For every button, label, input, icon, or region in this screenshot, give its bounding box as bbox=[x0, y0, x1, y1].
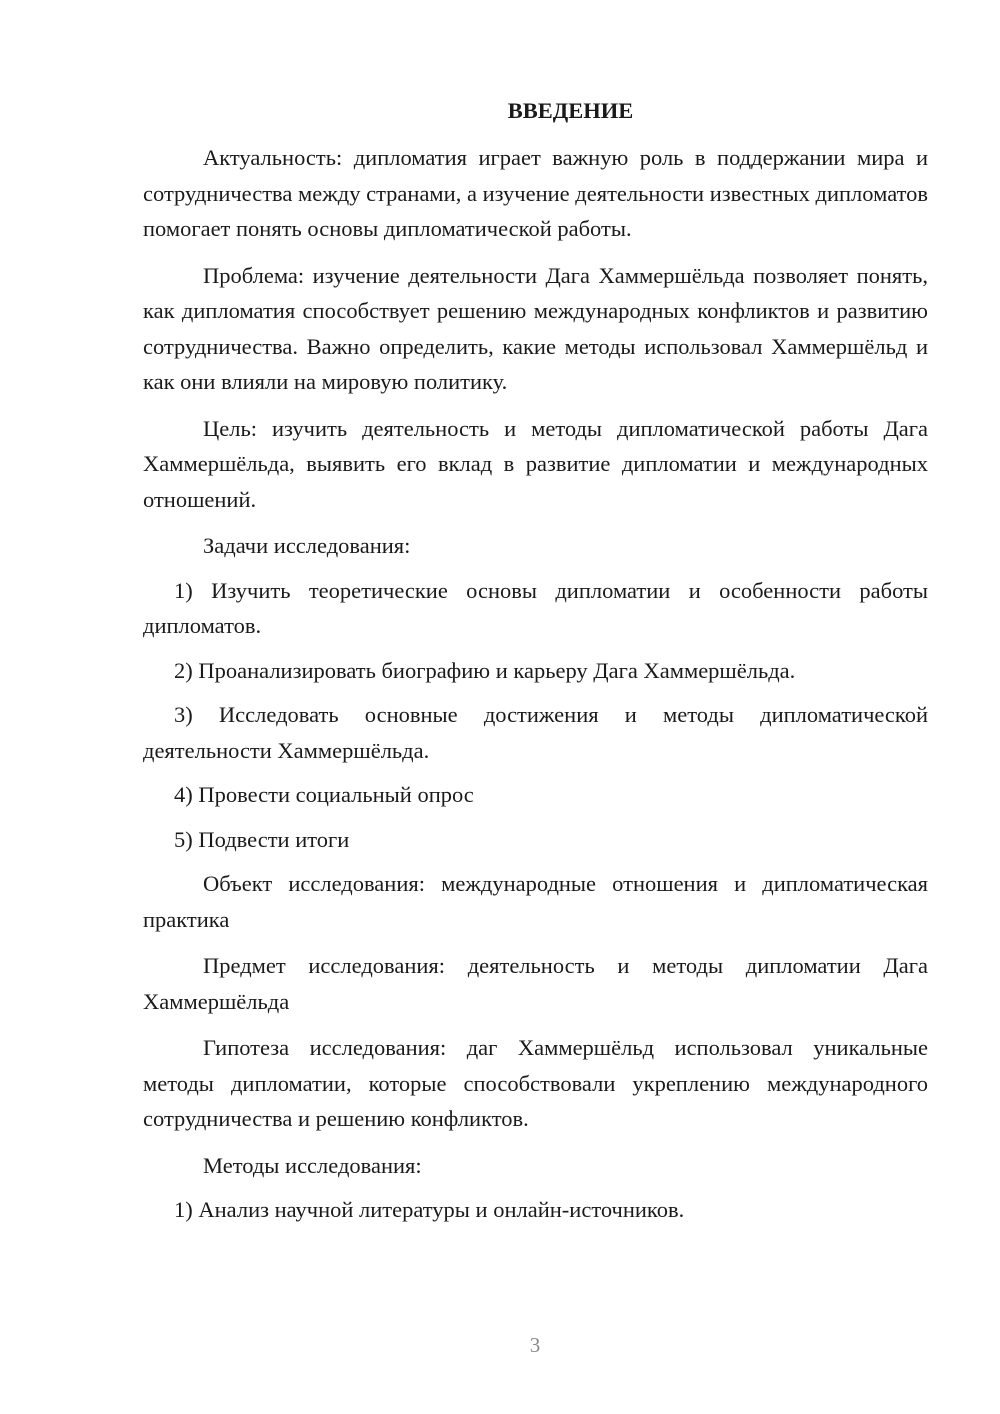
task-item-1: 1) Изучить теоретические основы дипломатии и особенности работы дипломатов. bbox=[143, 577, 928, 638]
task-item-2: 2) Проанализировать биографию и карьеру Дага Хаммершёльда. bbox=[174, 657, 796, 683]
task-item-5: 5) Подвести итоги bbox=[174, 826, 350, 852]
page-number: 3 bbox=[529, 1333, 541, 1357]
tasks-heading: Задачи исследования: bbox=[203, 533, 411, 558]
section-title: ВВЕДЕНИЕ bbox=[507, 98, 634, 123]
paragraph-problem: Проблема: изучение деятельности Дага Хаммершёльда позволяет понять, как дипломатия способствует решению международных конфликтов и развитию сотрудничества. Важно определить, какие методы использовал Хаммершёльд и как они влияли на мировую политику. bbox=[143, 262, 928, 394]
paragraph-hypothesis: Гипотеза исследования: даг Хаммершёльд использовал уникальные методы дипломатии, которые способствовали укреплению международного сотрудничества и решению конфликтов. bbox=[143, 1035, 928, 1131]
task-item-3: 3) Исследовать основные достижения и методы дипломатической деятельности Хаммершёльда. bbox=[143, 702, 928, 763]
method-item-1: 1) Анализ научной литературы и онлайн-источников. bbox=[174, 1197, 685, 1222]
paragraph-relevance: Актуальность: дипломатия играет важную роль в поддержании мира и сотрудничества между странами, а изучение деятельности известных дипломатов помогает понять основы дипломатической работы. bbox=[143, 145, 929, 241]
paragraph-subject: Предмет исследования: деятельность и методы дипломатии Дага Хаммершёльда bbox=[143, 953, 928, 1014]
paragraph-goal: Цель: изучить деятельность и методы дипломатической работы Дага Хаммершёльда, выявить его вклад в развитие дипломатии и международных отношений. bbox=[143, 415, 928, 512]
task-item-4: 4) Провести социальный опрос bbox=[174, 782, 474, 807]
paragraph-object: Объект исследования: международные отношения и дипломатическая практика bbox=[143, 871, 928, 932]
document-page bbox=[143, 93, 928, 1237]
methods-heading: Методы исследования: bbox=[203, 1152, 422, 1178]
